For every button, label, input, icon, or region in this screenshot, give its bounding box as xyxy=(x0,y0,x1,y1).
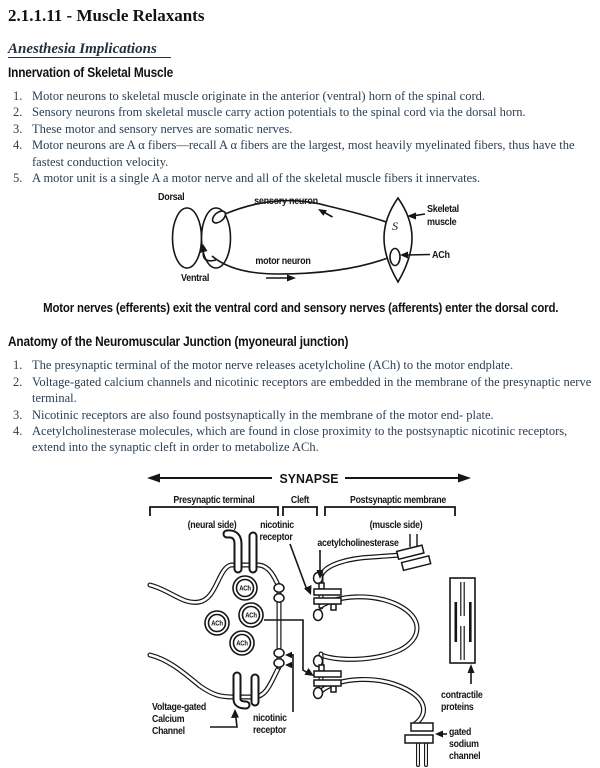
synapse-left-arrow xyxy=(147,474,160,483)
cleft-label: Cleft xyxy=(290,493,310,506)
ach-vesicle xyxy=(233,576,257,600)
spinal-cord-diagram xyxy=(148,184,478,296)
svg-text:Calcium: Calcium xyxy=(152,712,185,725)
motor-endplate xyxy=(390,249,400,266)
sodium-arrow xyxy=(435,731,443,738)
postsynaptic-bracket xyxy=(325,507,455,516)
list-item: 4. Acetylcholinesterase molecules, which are found in close proximity to the postsynaptic nicotinic receptors, extend into the synaptic cleft in order to metabolize ACh. xyxy=(13,424,568,455)
muscle-side-label: (muscle side) xyxy=(369,518,423,531)
svg-text:receptor: receptor xyxy=(253,723,287,736)
svg-text:receptor: receptor xyxy=(259,530,293,543)
postsynaptic-membrane xyxy=(314,555,424,724)
presynaptic-nicotinic-bump xyxy=(274,584,284,592)
sensory-neuron-label: sensory neuron xyxy=(254,195,318,208)
gated-sodium-channel-label: gated xyxy=(449,725,472,738)
cord-diagram-caption: Motor nerves (efferents) exit the ventral cord and sensory nerves (afferents) enter the dorsal cord. xyxy=(43,300,559,316)
presynaptic-nicotinic-bump xyxy=(274,594,284,602)
ach-vesicle xyxy=(205,611,229,635)
nicotinic-receptor-bottom-label: nicotinic xyxy=(253,711,287,724)
postsynaptic-nicotinic-receptor-top xyxy=(314,583,341,610)
synapse-right-arrow xyxy=(458,474,471,483)
membrane-bump xyxy=(314,688,323,699)
svg-text:ACh: ACh xyxy=(236,640,248,648)
list-item: 3. These motor and sensory nerves are somatic nerves. xyxy=(13,121,293,136)
nicotinic-receptor-top-label: nicotinic xyxy=(260,518,294,531)
contractile-proteins-label: contractile xyxy=(441,688,483,701)
ach-vesicle xyxy=(239,603,263,627)
svg-text:ACh: ACh xyxy=(239,585,251,593)
innervation-list xyxy=(8,88,594,186)
postsynaptic-label: Postsynaptic membrane xyxy=(349,493,447,506)
presynaptic-nicotinic-bump xyxy=(274,659,284,667)
page-title: 2.1.1.11 - Muscle Relaxants xyxy=(8,6,205,25)
svg-text:muscle: muscle xyxy=(427,216,457,229)
vgcc-label: Voltage-gated xyxy=(152,700,207,713)
list-item: 1. The presynaptic terminal of the motor nerve releases acetylcholine (ACh) to the motor endplate. xyxy=(13,358,514,373)
presynaptic-nicotinic-bump xyxy=(274,649,284,657)
spinal-cord xyxy=(173,208,231,268)
heading-nmj-anatomy: Anatomy of the Neuromuscular Junction (myoneural junction) xyxy=(8,334,349,350)
heading-innervation: Innervation of Skeletal Muscle xyxy=(8,65,174,80)
acetylcholinesterase-label: acetylcholinesterase xyxy=(317,536,399,549)
contractile-proteins xyxy=(450,578,475,663)
list-item: 1. Motor neurons to skeletal muscle originate in the anterior (ventral) horn of the spinal cord. xyxy=(13,89,485,103)
membrane-bump xyxy=(314,610,323,621)
contractile-arrow xyxy=(468,664,475,673)
skeletal-muscle-label: Skeletal xyxy=(427,203,459,216)
svg-text:ACh: ACh xyxy=(245,612,257,620)
svg-text:sodium: sodium xyxy=(449,737,479,750)
dorsal-label: Dorsal xyxy=(158,191,185,204)
svg-text:channel: channel xyxy=(449,749,481,762)
list-item: 3. Nicotinic receptors are also found postsynaptically in the membrane of the motor end- plate. xyxy=(13,407,494,422)
motor-neuron-label: motor neuron xyxy=(255,255,311,268)
nmj-list xyxy=(8,357,594,455)
list-item: 2. Sensory neurons from skeletal muscle carry action potentials to the spinal cord via the dorsal horn. xyxy=(13,105,526,120)
ach-label: ACh xyxy=(432,249,450,262)
svg-text:Channel: Channel xyxy=(152,724,185,737)
list-item: 2. Voltage-gated calcium channels and nicotinic receptors are embedded in the membrane of the presynaptic nerve terminal. xyxy=(13,374,592,406)
synapse-title: SYNAPSE xyxy=(279,471,339,487)
svg-text:ACh: ACh xyxy=(211,620,223,628)
list-item: 4. Motor neurons are A α fibers—recall A α fibers are the largest, most heavily myelinated fibers, thus have the fastest conduction velocity. xyxy=(13,138,575,169)
svg-text:proteins: proteins xyxy=(441,700,474,713)
ach-vesicle xyxy=(230,631,254,655)
neuron-paths xyxy=(212,201,393,282)
ventral-label: Ventral xyxy=(181,272,210,285)
skeletal-muscle-shape xyxy=(384,198,412,282)
sensory-ending-marker: S xyxy=(392,219,398,233)
presynaptic-label: Presynaptic terminal xyxy=(173,493,255,506)
list-item: 5. A motor unit is a single A a motor nerve and all of the skeletal muscle fibers it innervates. xyxy=(13,171,481,186)
presynaptic-bracket xyxy=(150,507,278,516)
cleft-bracket xyxy=(283,507,317,516)
synapse-diagram xyxy=(115,462,515,768)
voltage-gated-calcium-channel-bottom xyxy=(237,676,255,705)
neural-side-label: (neural side) xyxy=(187,518,237,531)
acetylcholinesterase-molecule xyxy=(397,534,431,571)
gated-sodium-channel xyxy=(405,723,433,765)
subtitle-anesthesia-implications: Anesthesia Implications xyxy=(8,40,594,58)
motor-direction-arrow xyxy=(287,275,296,282)
synapse-header xyxy=(147,472,471,530)
